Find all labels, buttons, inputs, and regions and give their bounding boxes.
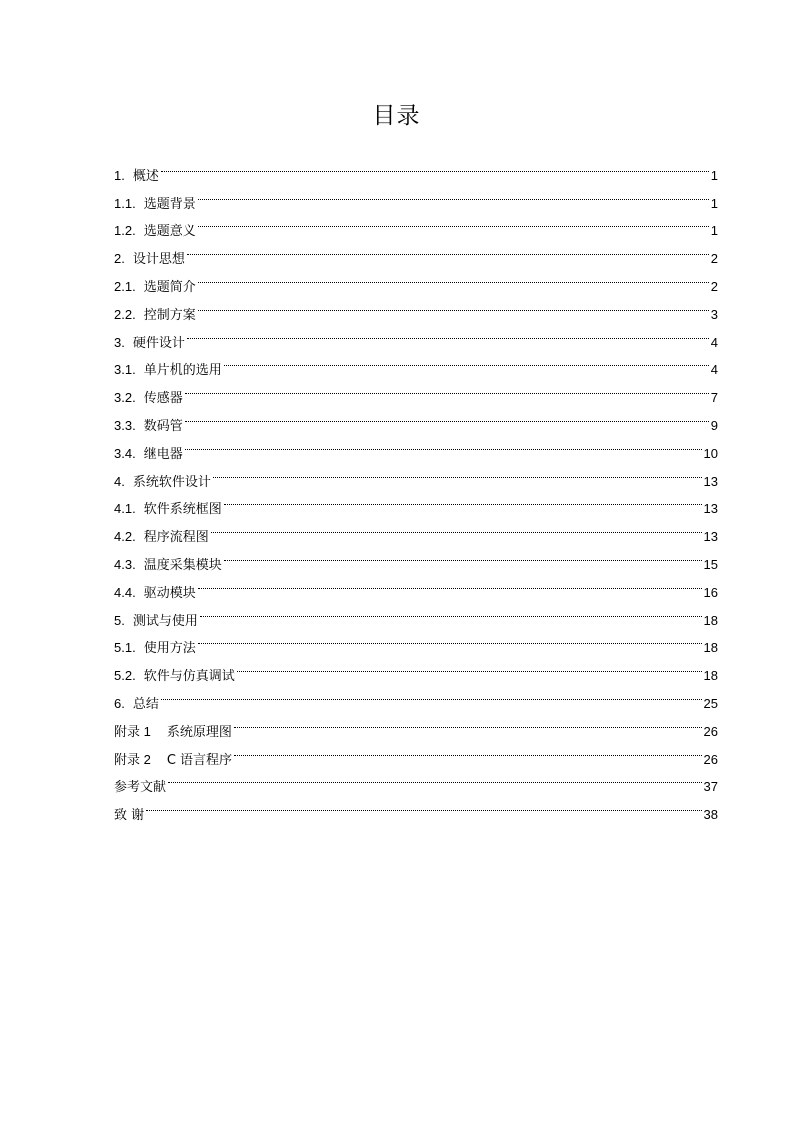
toc-entry-title: 软件系统框图	[143, 502, 222, 518]
toc-dot-leader	[146, 791, 701, 819]
toc-entry-number: 5.2.	[114, 668, 136, 684]
toc-entry-title: 数码管	[143, 418, 183, 434]
toc-entry-page-number: 4	[710, 362, 718, 378]
toc-dot-leader	[185, 430, 702, 458]
toc-dot-leader	[200, 597, 702, 625]
toc-entry-page-number: 15	[703, 556, 718, 572]
toc-dot-leader	[198, 625, 702, 653]
toc-entry-title: 传感器	[143, 391, 183, 407]
toc-entry-number: 5.	[114, 612, 125, 628]
toc-entry-title: 单片机的选用	[143, 363, 222, 379]
toc-entry-page-number: 4	[710, 334, 718, 350]
toc-dot-leader	[224, 486, 702, 514]
toc-entry-page-number: 18	[703, 612, 718, 628]
toc-entry-page-number: 25	[703, 695, 718, 711]
toc-entry-number: 1.	[114, 167, 125, 183]
toc-dot-leader	[187, 235, 709, 263]
toc-dot-leader	[185, 374, 709, 402]
toc-list	[114, 152, 718, 824]
toc-entry-number: 4.3.	[114, 556, 136, 572]
toc-entry-title: 控制方案	[143, 307, 196, 323]
toc-entry-number: 6.	[114, 695, 125, 711]
toc-entry-title: 选题简介	[143, 279, 196, 295]
toc-entry-title: 设计思想	[132, 252, 185, 268]
toc-entry-title: 系统原理图	[166, 724, 232, 740]
toc-entry[interactable]	[114, 347, 718, 379]
toc-entry-title: 选题意义	[143, 224, 196, 240]
toc-entry-number: 附录 2	[114, 751, 151, 767]
toc-dot-leader	[198, 208, 709, 236]
toc-entry-number: 2.1.	[114, 278, 136, 294]
toc-entry[interactable]	[114, 791, 718, 824]
toc-entry-page-number: 7	[710, 390, 718, 406]
toc-entry[interactable]	[114, 458, 718, 490]
toc-entry-number: 4.	[114, 473, 125, 489]
toc-entry-title: 总结	[132, 696, 159, 712]
toc-entry[interactable]	[114, 569, 718, 601]
toc-entry-number: 3.1.	[114, 362, 136, 378]
toc-entry-page-number: 26	[703, 751, 718, 767]
toc-entry-title: 参考文献	[114, 780, 167, 796]
toc-entry-page-number: 3	[710, 306, 718, 322]
toc-dot-leader	[211, 513, 702, 541]
toc-entry-page-number: 13	[703, 529, 718, 545]
toc-title: 目录	[372, 103, 421, 129]
toc-entry[interactable]	[114, 597, 718, 629]
toc-entry-page-number: 10	[703, 445, 718, 461]
toc-dot-leader	[198, 180, 709, 208]
toc-entry-page-number: 1	[710, 223, 718, 239]
toc-dot-leader	[161, 680, 702, 708]
toc-dot-leader	[198, 263, 709, 291]
toc-entry[interactable]	[114, 652, 718, 685]
toc-dot-leader	[234, 708, 702, 736]
toc-dot-leader	[234, 736, 701, 764]
toc-entry[interactable]	[114, 374, 718, 407]
toc-entry-page-number: 2	[710, 251, 718, 267]
toc-entry[interactable]	[114, 235, 718, 268]
toc-entry[interactable]	[114, 152, 718, 184]
toc-entry-title: 软件与仿真调试	[143, 669, 235, 685]
toc-entry-number: 3.3.	[114, 417, 136, 433]
toc-entry-title: 选题背景	[143, 196, 196, 212]
toc-entry-number: 4.4.	[114, 584, 136, 600]
toc-entry[interactable]	[114, 319, 718, 351]
toc-entry[interactable]	[114, 180, 718, 212]
toc-entry-page-number: 26	[703, 723, 718, 739]
toc-dot-leader	[224, 347, 709, 375]
toc-entry[interactable]	[114, 680, 718, 712]
toc-entry[interactable]	[114, 764, 718, 796]
toc-dot-leader	[161, 152, 709, 180]
toc-entry[interactable]	[114, 708, 718, 740]
toc-dot-leader	[198, 291, 709, 319]
toc-entry-title: 驱动模块	[143, 585, 196, 601]
toc-entry-title: 使用方法	[143, 641, 196, 657]
toc-entry-page-number: 16	[703, 584, 718, 600]
toc-entry-number: 2.	[114, 251, 125, 267]
toc-entry-number: 4.2.	[114, 529, 136, 545]
toc-entry-title: C 语言程序	[166, 752, 233, 768]
toc-dot-leader	[168, 764, 702, 792]
toc-dot-leader	[198, 569, 702, 597]
toc-entry-number: 1.2.	[114, 223, 136, 239]
toc-entry-title: 致 谢	[114, 808, 145, 824]
toc-dot-leader	[185, 402, 709, 430]
toc-entry-page-number: 2	[710, 278, 718, 294]
toc-entry-page-number: 13	[703, 473, 718, 489]
toc-entry-title: 概述	[132, 168, 159, 184]
toc-entry-number: 5.1.	[114, 640, 136, 656]
toc-entry[interactable]	[114, 263, 718, 295]
toc-entry-title: 硬件设计	[132, 335, 185, 351]
toc-entry-title: 温度采集模块	[143, 557, 222, 573]
toc-entry[interactable]	[114, 402, 718, 434]
toc-entry-number: 3.2.	[114, 390, 136, 406]
toc-entry[interactable]	[114, 625, 718, 657]
toc-entry-page-number: 9	[710, 417, 718, 433]
toc-entry-number: 3.4.	[114, 445, 136, 461]
toc-entry-page-number: 18	[703, 640, 718, 656]
toc-entry-number: 4.1.	[114, 501, 136, 517]
toc-entry-page-number: 18	[703, 668, 718, 684]
toc-entry-number: 3.	[114, 334, 125, 350]
toc-entry-page-number: 37	[703, 779, 718, 795]
toc-dot-leader	[237, 652, 702, 680]
toc-entry-page-number: 1	[710, 167, 718, 183]
toc-entry-number: 1.1.	[114, 195, 136, 211]
toc-entry[interactable]	[114, 291, 718, 323]
toc-entry[interactable]	[114, 430, 718, 462]
toc-entry-page-number: 13	[703, 501, 718, 517]
toc-entry-title: 测试与使用	[132, 613, 198, 629]
toc-dot-leader	[224, 541, 702, 569]
toc-entry-page-number: 38	[703, 807, 718, 823]
toc-dot-leader	[187, 319, 709, 347]
toc-dot-leader	[213, 458, 702, 486]
toc-entry-title: 系统软件设计	[132, 474, 211, 490]
toc-entry-title: 程序流程图	[143, 530, 209, 546]
toc-entry-number: 2.2.	[114, 306, 136, 322]
toc-entry-page-number: 1	[710, 195, 718, 211]
toc-entry[interactable]	[114, 208, 718, 240]
toc-entry-title: 继电器	[143, 446, 183, 462]
toc-entry-number: 附录 1	[114, 723, 151, 739]
